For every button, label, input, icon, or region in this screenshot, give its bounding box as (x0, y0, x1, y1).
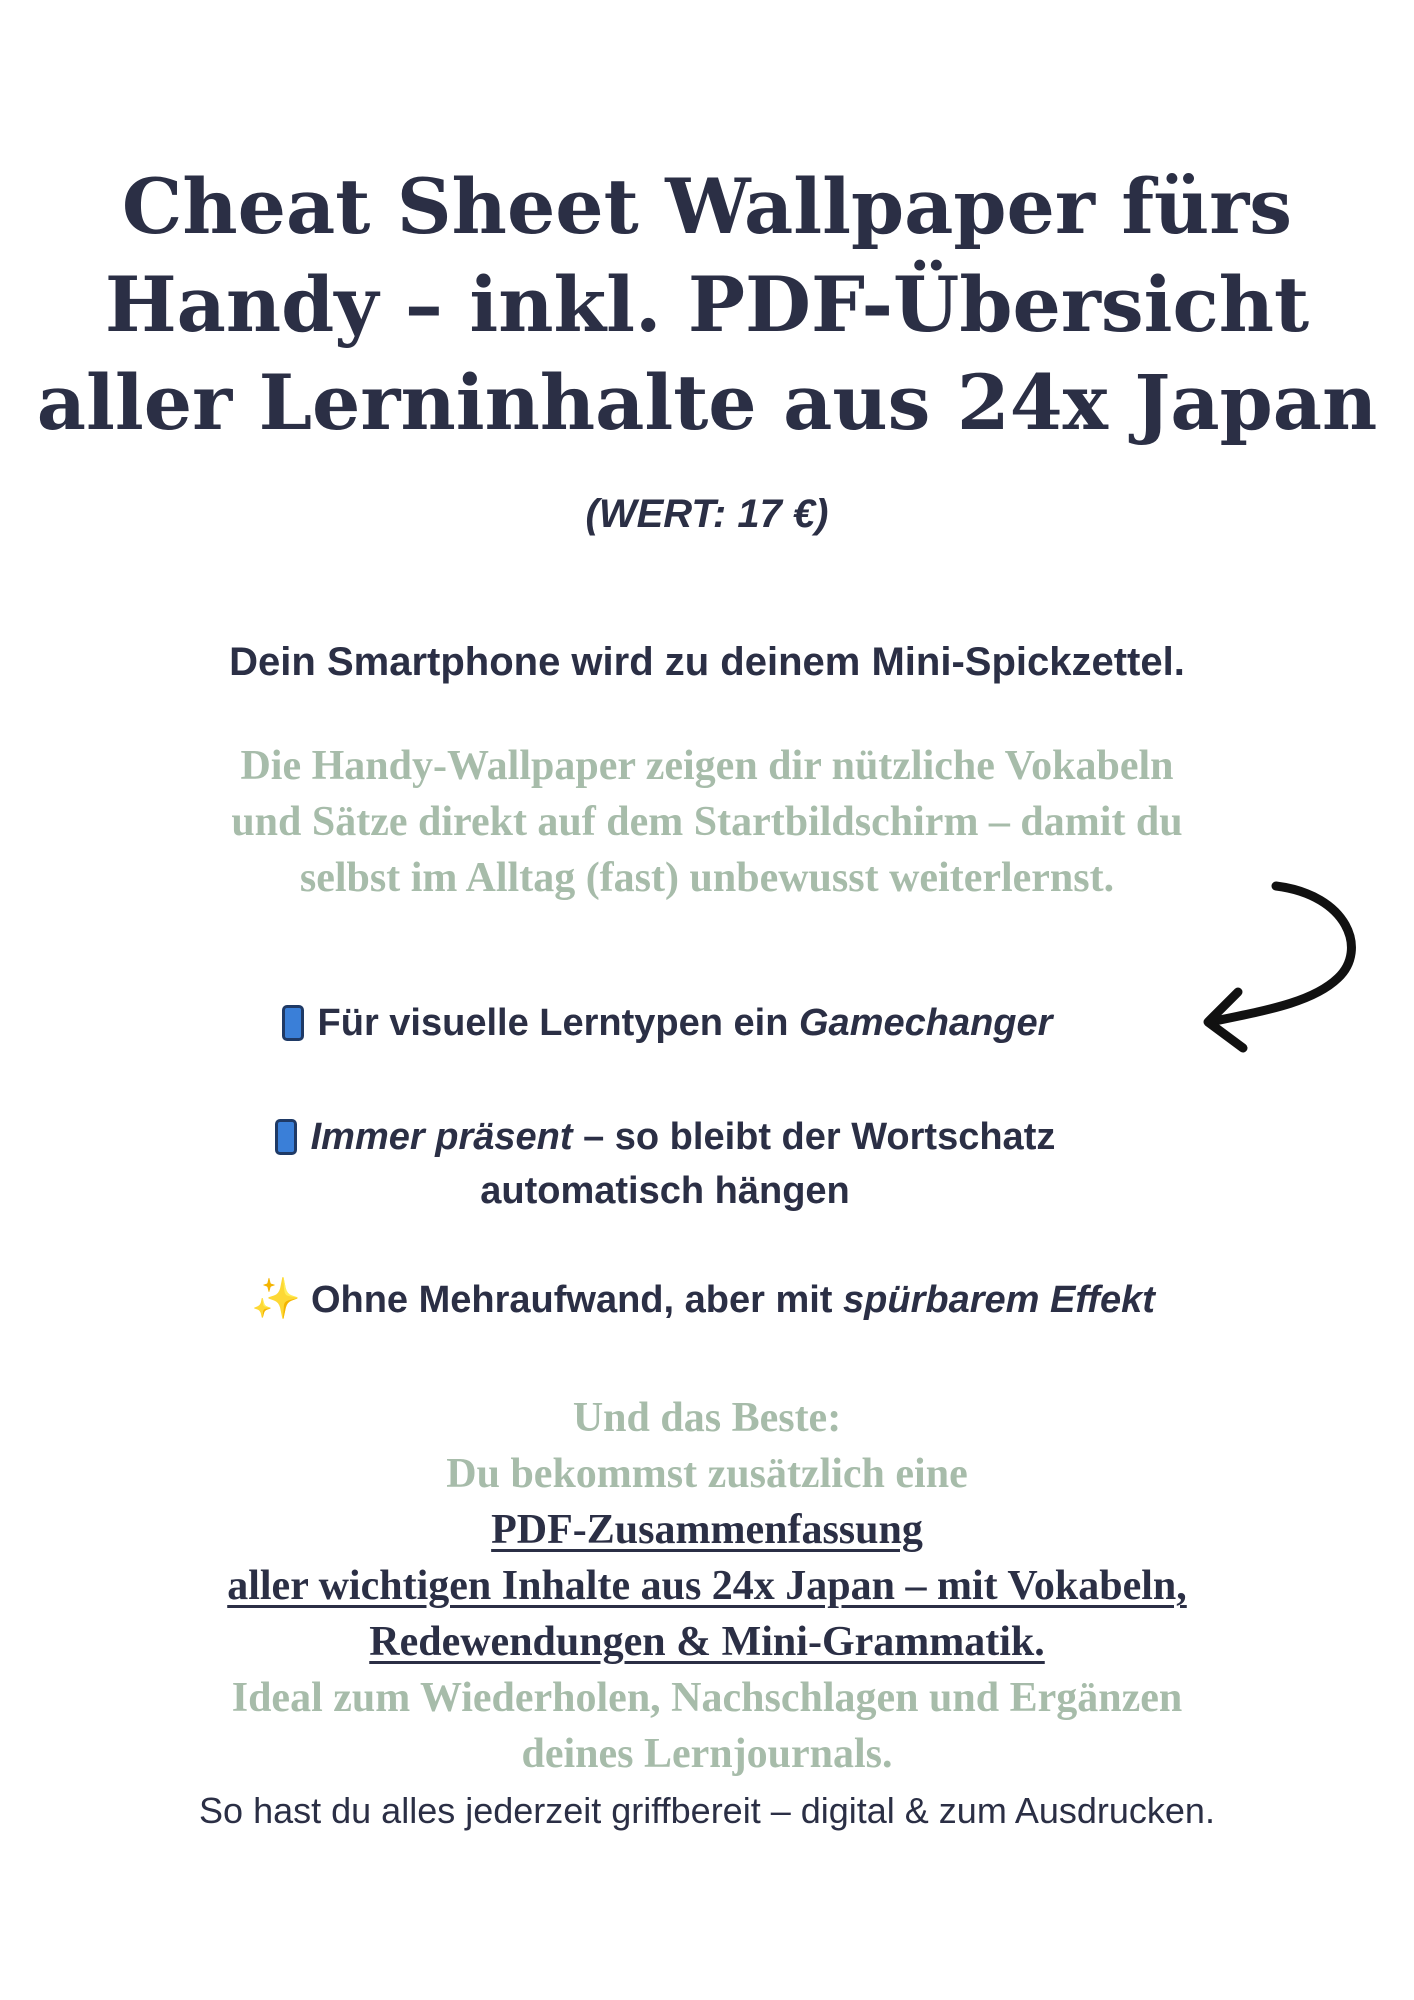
page-title (0, 158, 1414, 452)
bonus-plain-text: Du bekommst zusätzlich eine (446, 1451, 968, 1497)
bullet-always-present (0, 1110, 1372, 1218)
title-line-2: Handy – inkl. PDF-Übersicht (104, 260, 1310, 349)
bullet-emphasis: Gamechanger (799, 1002, 1053, 1044)
bullet-text: Ohne Mehraufwand, aber mit (310, 1279, 844, 1321)
bonus-line-2 (0, 1446, 1414, 1558)
pdf-summary-link[interactable]: PDF-Zusammenfassung (491, 1507, 923, 1553)
bullet-no-extra-effort (0, 1272, 1410, 1327)
footer-text: So hast du alles jederzeit griffbereit – digital & zum Ausdrucken. (199, 1790, 1215, 1831)
intro-line-1: Die Handy-Wallpaper zeigen dir nützliche Vokabeln (240, 743, 1174, 789)
bonus-line-6: deines Lernjournals. (521, 1731, 893, 1777)
pdf-contents-link[interactable]: aller wichtigen Inhalte aus 24x Japan – mit Vokabeln, (227, 1563, 1187, 1609)
bullet-text: Für visuelle Lerntypen ein (317, 1002, 799, 1044)
bonus-heading: Und das Beste: (572, 1395, 842, 1441)
intro-line-2: und Sätze direkt auf dem Startbildschirm – damit du (231, 799, 1183, 845)
bonus-line-3 (0, 1558, 1414, 1614)
bullet-emphasis: Immer präsent (310, 1116, 573, 1158)
bonus-line-5: Ideal zum Wiederholen, Nachschlagen und Ergänzen (231, 1675, 1183, 1721)
bonus-line-4 (0, 1614, 1414, 1670)
bonus-paragraph (0, 1390, 1414, 1782)
bullet-emphasis: spürbarem Effekt (843, 1279, 1155, 1321)
title-line-1: Cheat Sheet Wallpaper fürs (121, 162, 1293, 251)
sparkles-icon: ✨ (251, 1277, 301, 1321)
mobile-phone-icon (275, 1119, 297, 1155)
bullet-visual-learners (0, 996, 1374, 1050)
title-line-3: aller Lerninhalte aus 24x Japan (36, 358, 1378, 447)
mobile-phone-icon (282, 1005, 304, 1041)
pdf-grammar-link[interactable]: Redewendungen & Mini-Grammatik. (369, 1619, 1045, 1665)
bullet-text-line-2: automatisch hängen (480, 1170, 850, 1212)
intro-line-3: selbst im Alltag (fast) unbewusst weiterlernst. (299, 855, 1115, 901)
lead-text: Dein Smartphone wird zu deinem Mini-Spickzettel. (229, 640, 1185, 684)
bullet-text: – so bleibt der Wortschatz (572, 1116, 1056, 1158)
value-label: (WERT: 17 €) (585, 492, 829, 536)
